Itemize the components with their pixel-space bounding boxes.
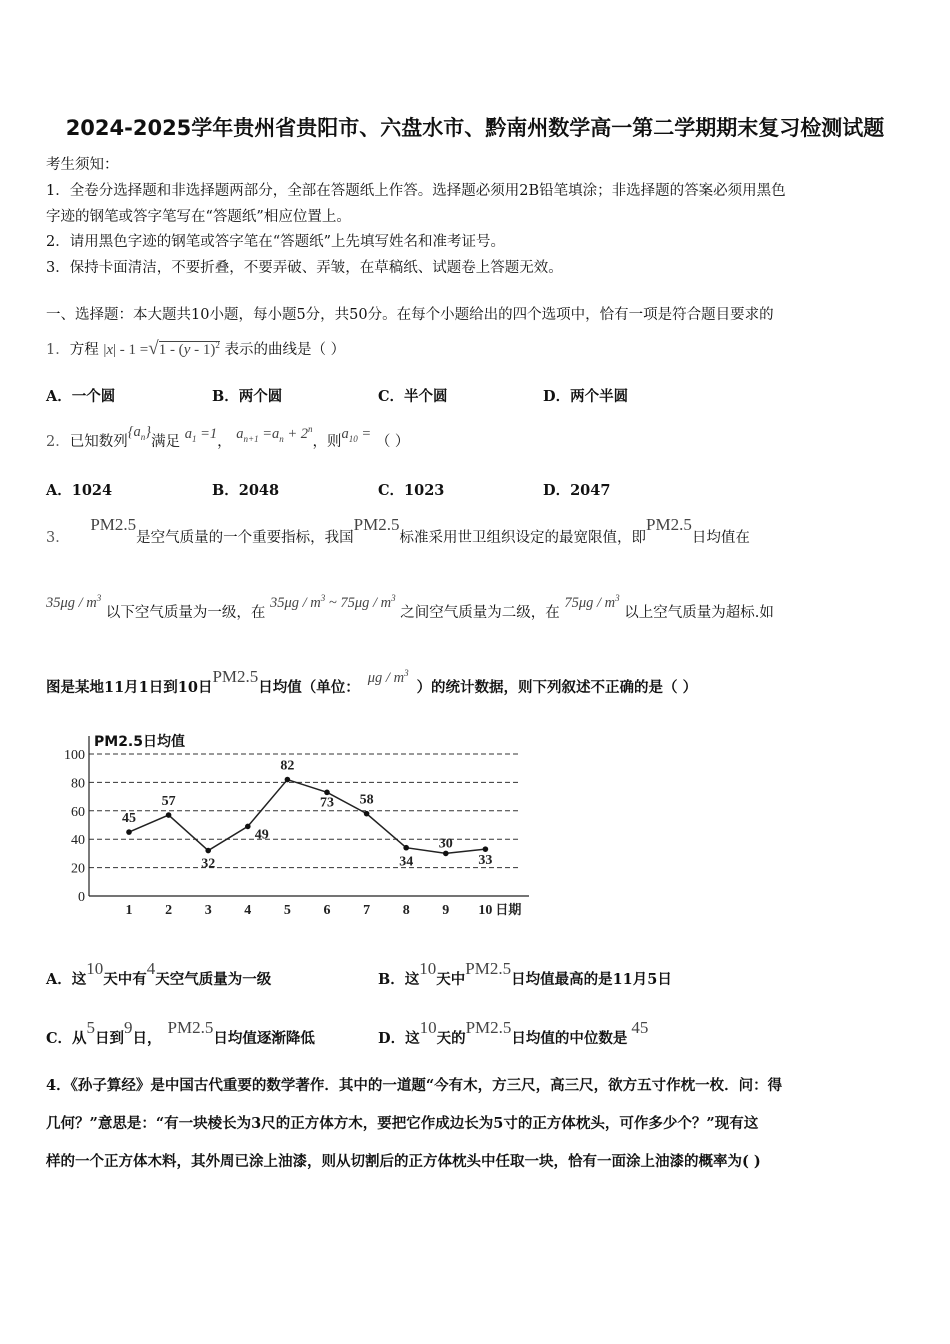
q3-text: 日均值在 xyxy=(691,530,750,546)
y-tick-label: 60 xyxy=(71,804,85,820)
pm25-label: PM2.5 xyxy=(353,515,400,534)
q3-text: 是空气质量的一个重要指标，我国 xyxy=(136,530,354,546)
data-label: 45 xyxy=(122,811,136,827)
unit: μg / $m^3$ xyxy=(367,668,409,686)
series-line xyxy=(129,780,485,854)
notice-heading: 考生须知： xyxy=(46,157,119,173)
q3-text: 日均值（单位： xyxy=(258,679,360,696)
q2-recurrence: $a_{n+1} =a_n + 2^n$ xyxy=(236,424,313,444)
q3-text: 以下空气质量为一级，在 xyxy=(105,605,266,621)
data-label: 58 xyxy=(359,792,374,808)
q3-text: 以上空气质量为超标.如 xyxy=(624,605,774,621)
data-label: 33 xyxy=(478,853,493,869)
q2-a10: $a_{10}$ = xyxy=(341,426,372,444)
question-number: 1． xyxy=(46,342,70,358)
q2-option-a: A．1024 xyxy=(46,482,113,499)
pm25-chart xyxy=(44,722,544,922)
data-label: 49 xyxy=(254,827,269,843)
question-2 xyxy=(46,424,410,452)
y-tick-label: 0 xyxy=(78,890,85,905)
q1-option-c: C．半个圆 xyxy=(378,388,448,405)
x-tick-label: 7 xyxy=(363,903,371,918)
data-point xyxy=(403,845,409,851)
data-point xyxy=(443,851,449,857)
q3-text: 之间空气质量为二级，在 xyxy=(400,605,560,621)
q3-option-a: A．这10天中有4天空气质量为一级 xyxy=(46,959,272,988)
q3-text: 图是某地11月1日到10日 xyxy=(46,679,213,696)
limit-75: $75\mu g / m^3$ xyxy=(564,593,620,611)
q2-option-d: D．2047 xyxy=(543,482,611,499)
data-label: 32 xyxy=(201,856,216,872)
x-tick-label: 3 xyxy=(204,903,212,918)
data-point xyxy=(205,848,211,854)
q1-option-d: D．两个半圆 xyxy=(543,388,629,405)
notice-item: 字迹的钢笔或答字笔写在“答题纸”相应位置上。 xyxy=(46,209,351,225)
x-tick-label: 10 xyxy=(478,903,493,918)
q3-line-1 xyxy=(46,515,750,547)
data-label: 34 xyxy=(399,854,414,870)
x-axis-label: 日期 xyxy=(495,903,522,918)
q2-comma: ， xyxy=(217,434,232,450)
q3-text: 标准采用世卫组织设定的最宽限值，即 xyxy=(399,530,646,546)
section-heading: 一、选择题：本大题共10小题，每小题5分，共50分。在每个小题给出的四个选项中，恰有一项是符合题目要求的 xyxy=(46,307,774,323)
q2-option-c: C．1023 xyxy=(378,482,445,499)
q3-option-b: B．这10天中PM2.5日均值最高的是11月5日 xyxy=(378,959,672,988)
q3-text: ）的统计数据，则下列叙述不正确的是（ ） xyxy=(416,679,698,696)
y-tick-label: 40 xyxy=(71,833,85,849)
y-tick-label: 20 xyxy=(71,861,85,877)
q2-pre: 已知数列 xyxy=(69,434,128,450)
question-number: 2． xyxy=(46,434,70,450)
q1-equation: |x| - 1 =√1 - (y - 1)$^2$ xyxy=(103,338,220,359)
q2-mid2: ，则 xyxy=(312,434,342,450)
question-number: 3． xyxy=(46,530,70,546)
x-tick-label: 6 xyxy=(323,903,331,918)
q2-mid1: 满足 xyxy=(151,434,181,450)
notice-item: 3．保持卡面清洁，不要折叠，不要弄破、弄皱，在草稿纸、试题卷上答题无效。 xyxy=(46,260,563,276)
data-label: 57 xyxy=(161,794,176,810)
x-tick-label: 2 xyxy=(165,903,173,918)
pm25-label: PM2.5 xyxy=(90,515,137,534)
x-tick-label: 5 xyxy=(283,903,291,918)
x-tick-label: 4 xyxy=(244,903,252,918)
y-tick-label: 100 xyxy=(64,748,85,763)
chart-title: PM2.5日均值 xyxy=(94,734,185,750)
q1-pre: 方程 xyxy=(69,342,99,358)
data-point xyxy=(324,790,330,796)
notice-item: 1．全卷分选择题和非选择题两部分，全部在答题纸上作答。选择题必须用2B铅笔填涂；非选择题的答案必须用黑色 xyxy=(46,183,786,199)
q4-line: 几何？”意思是：“有一块棱长为3尺的正方体方木，要把它作成边长为5寸的正方体枕头，可作多少个？”现有这 xyxy=(46,1115,759,1132)
q3-option-d: D．这10天的PM2.5日均值的中位数是45 xyxy=(378,1018,649,1047)
q3-option-c: C．从5日到9日，PM2.5日均值逐渐降低 xyxy=(46,1018,315,1047)
data-point xyxy=(483,846,489,852)
data-point xyxy=(166,812,172,818)
pm25-label: PM2.5 xyxy=(646,515,692,534)
q1-post: 表示的曲线是（ ） xyxy=(224,342,346,358)
q1-option-a: A．一个圆 xyxy=(46,388,116,405)
q2-a1: $a_1 =1$ xyxy=(184,426,218,444)
q2-sequence: $\{a_n\}$ xyxy=(127,424,152,442)
data-label: 73 xyxy=(320,795,334,811)
q3-line-3 xyxy=(46,667,698,697)
q4-line: 样的一个正方体木料，其外周已涂上油漆，则从切割后的正方体枕头中任取一块，恰有一面涂上油漆的概率为( ) xyxy=(46,1153,761,1170)
q2-post: （ ） xyxy=(375,434,410,450)
pm25-label: PM2.5 xyxy=(212,667,259,686)
x-tick-label: 9 xyxy=(442,903,450,918)
limit-35-75: $35\mu g / m^3$ ~ $75\mu g / m^3$ xyxy=(270,593,396,611)
x-tick-label: 8 xyxy=(402,903,410,918)
limit-35: $35\mu g / m^3$ xyxy=(46,593,102,611)
notice-item: 2．请用黑色字迹的钢笔或答字笔在“答题纸”上先填写姓名和准考证号。 xyxy=(46,234,506,250)
x-tick-label: 1 xyxy=(125,903,133,918)
q1-option-b: B．两个圆 xyxy=(212,388,283,405)
y-tick-label: 80 xyxy=(71,776,85,792)
data-label: 82 xyxy=(280,758,295,774)
q2-option-b: B．2048 xyxy=(212,482,280,499)
data-point xyxy=(126,829,132,835)
data-point xyxy=(245,824,251,830)
page-title: 2024-2025学年贵州省贵阳市、六盘水市、黔南州数学高一第二学期期末复习检测试题 xyxy=(65,116,885,140)
q3-line-2 xyxy=(46,593,774,622)
data-point xyxy=(285,777,291,783)
question-1 xyxy=(46,338,345,360)
data-point xyxy=(364,811,370,817)
q4-line: 4．《孙子算经》是中国古代重要的数学著作．其中的一道题“今有木，方三尺，高三尺，欲方五寸作枕一枚．问：得 xyxy=(46,1077,783,1094)
data-label: 30 xyxy=(438,836,453,852)
